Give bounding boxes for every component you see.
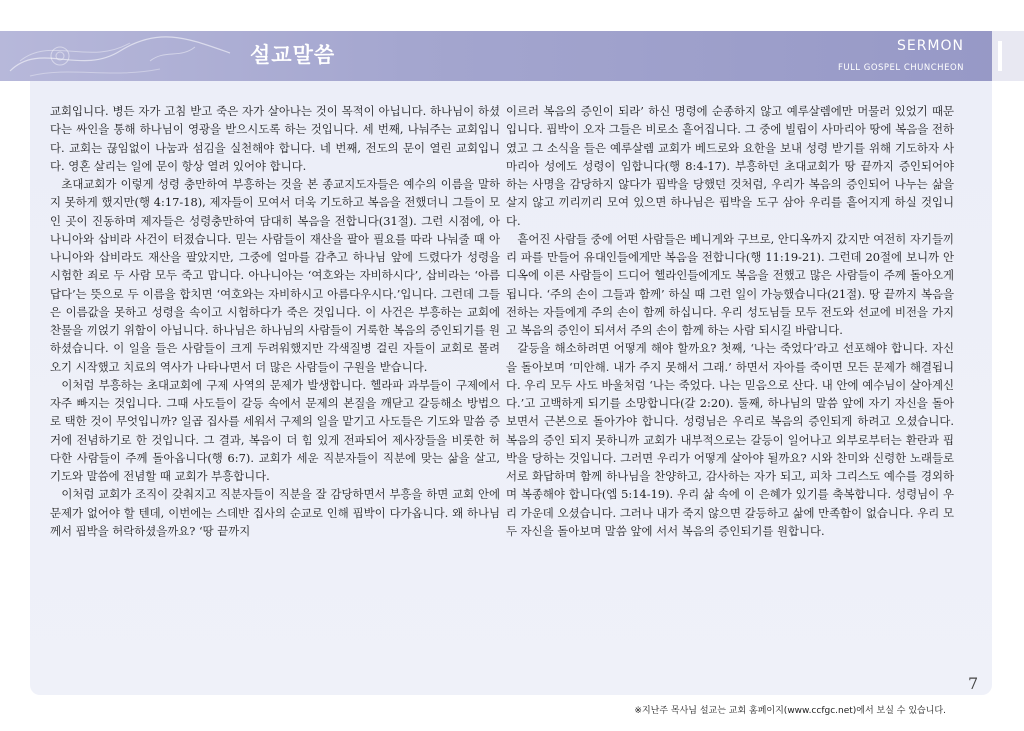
paragraph: 갈등을 해소하려면 어떻게 해야 할까요? 첫째, ‘나는 죽었다’라고 선포해야 합니다. 자신을 돌아보며 ‘미안해. 내가 주지 못해서 그래.’ 하면서 자아를 죽이면 모든 문제가 해결됩니다. 우리 모두 사도 바울처럼 ‘나는 죽었다. 나는 믿음으로 산다. 내 안에 예수님이 살아계신다.’고 고백하게 되기를 소망합니다(갈 2:20). 둘째, 하나님의 말씀 앞에 자기 자신을 돌아보면서 근본으로 돌아가야 합니다. 성령님은 우리로 복음의 증인되게 하려고 오셨습니다. 복음의 증인 되지 못하니까 교회가 내부적으로는 갈등이 일어나고 외부로부터는 환란과 핍박을 당하는 것입니다. 그러면 우리가 어떻게 살아야 될까요? 시와 찬미와 신령한 노래들로 서로 화답하며 함께 하나님을 찬양하고, 감사하는 자가 되고, 피차 그리스도 예수를 경외하며 복종해야 합니다(엡 5:14-19). 우리 삶 속에 이 은혜가 있기를 축복합니다. 성령님이 우리 가운데 오셨습니다. 그러나 내가 죽지 않으면 갈등하고 삶에 만족함이 없습니다. 우리 모두 자신을 돌아보며 말씀 앞에 서서 복음의 증인되기를 원합니다.: [506, 341, 954, 538]
page-title: 설교말씀: [250, 43, 336, 67]
church-name: FULL GOSPEL CHUNCHEON: [837, 63, 964, 73]
side-tab: [992, 31, 1024, 81]
paragraph: 이처럼 부흥하는 초대교회에 구제 사역의 문제가 발생합니다. 헬라파 과부들이 구제에서 자주 빠지는 것입니다. 그때 사도들이 갈등 속에서 문제의 본질을 깨닫고 갈등해소 방법으로 택한 것이 무엇입니까? 일곱 집사를 세워서 구제의 일을 맡기고 사도들은 기도와 말씀 증거에 전념하기로 한 것입니다. 그 결과, 복음이 더 힘 있게 전파되어 제사장들을 비롯한 허다한 사람들이 주께 돌아옵니다(행 6:7). 교회가 세운 직분자들이 직분에 맞는 삶을 살고, 기도와 말씀에 전념할 때 교회가 부흥합니다.: [50, 377, 500, 483]
paragraph: 교회입니다. 병든 자가 고침 받고 죽은 자가 살아나는 것이 목적이 아닙니다. 하나님이 하셨다는 싸인을 통해 하나님이 영광을 받으시도록 하는 것입니다. 세 번째, 나눠주는 교회입니다. 교회는 끊임없이 나눔과 섬김을 실천해야 합니다. 네 번째, 전도의 문이 열린 교회입니다. 영혼 살리는 일에 문이 항상 열려 있어야 합니다.: [50, 104, 500, 173]
page-number: 7: [968, 674, 979, 693]
paragraph: 이르러 복음의 증인이 되라’ 하신 명령에 순종하지 않고 예루살렘에만 머물러 있었기 때문입니다. 핍박이 오자 그들은 비로소 흩어집니다. 그 중에 빌립이 사마리아 땅에 복음을 전하였고 그 소식을 들은 예루살렘 교회가 베드로와 요한을 보내 성령 받기를 위해 기도하자 사마리아 성에도 성령이 임합니다(행 8:4-17). 부흥하던 초대교회가 땅 끝까지 증인되어야 하는 사명을 감당하지 않다가 핍박을 당했던 것처럼, 우리가 복음의 증인되어 나누는 삶을 살지 않고 끼리끼리 모여 있으면 하나님은 핍박을 도구 삼아 우리를 흩어지게 하실 것입니다.: [506, 104, 954, 228]
paragraph: 이처럼 교회가 조직이 갖춰지고 직분자들이 직분을 잘 감당하면서 부흥을 하면 교회 안에 문제가 없어야 할 텐데, 이번에는 스데반 집사의 순교로 인해 핍박이 다가옵니다. 왜 하나님께서 핍박을 허락하셨을까요? ‘땅 끝까지: [50, 487, 500, 538]
footer-note: ※지난주 목사님 설교는 교회 홈페이지(www.ccfgc.net)에서 보실 수 있습니다.: [634, 706, 946, 716]
left-column: [50, 102, 500, 540]
floral-ornament-icon: [0, 31, 240, 81]
paragraph: 초대교회가 이렇게 성령 충만하여 부흥하는 것을 본 종교지도자들은 예수의 이름을 말하지 못하게 했지만(행 4:17-18), 제자들이 모여서 더욱 기도하고 복음을 전했더니 그들이 모인 곳이 진동하며 제자들은 성령충만하여 담대히 복음을 전합니다(31절). 그런 시점에, 아나니아와 삽비라 사건이 터졌습니다. 믿는 사람들이 재산을 팔아 필요를 따라 나눠줄 때 아나니아와 삽비라도 재산을 팔았지만, 그중에 얼마를 감추고 하나님 앞에 드렸다가 성령을 시험한 죄로 두 사람 모두 죽고 맙니다. 아나니아는 ‘여호와는 자비하시다’, 삽비라는 ‘아름답다’는 뜻으로 두 이름을 합치면 ‘여호와는 자비하시고 아름다우시다.’입니다. 그런데 그들은 이름값을 못하고 성령을 속이고 시험하다가 죽은 것입니다. 이 사건은 부흥하는 교회에 찬물을 끼얹기 위함이 아닙니다. 하나님은 하나님의 사람들이 거룩한 복음의 증인되기를 원하셨습니다. 이 일을 들은 사람들이 크게 두려워했지만 각색질병 걸린 자들이 교회로 몰려오기 시작했고 치료의 역사가 나타나면서 더 많은 사람들이 구원을 받습니다.: [50, 177, 500, 374]
section-label: SERMON: [896, 38, 964, 54]
tab-strip: [998, 41, 1002, 71]
header-bar: [0, 31, 1024, 81]
right-column: [506, 102, 954, 540]
sermon-content: [30, 81, 992, 695]
paragraph: 흩어진 사람들 중에 어떤 사람들은 베니게와 구브로, 안디옥까지 갔지만 여전히 자기들끼리 파를 만들어 유대인들에게만 복음을 전합니다(행 11:19-21). 그런데 20절에 보니까 안디옥에 이른 사람들이 드디어 헬라인들에게도 복음을 전했고 많은 사람들이 주께 돌아오게 됩니다. ‘주의 손이 그들과 함께’ 하실 때 그런 일이 가능했습니다(21절). 땅 끝까지 복음을 전하는 자들에게 주의 손이 함께 하십니다. 우리 성도님들 모두 전도와 선교에 비전을 가지고 복음의 증인이 되셔서 주의 손이 함께 하는 사람 되시길 바랍니다.: [506, 231, 954, 337]
